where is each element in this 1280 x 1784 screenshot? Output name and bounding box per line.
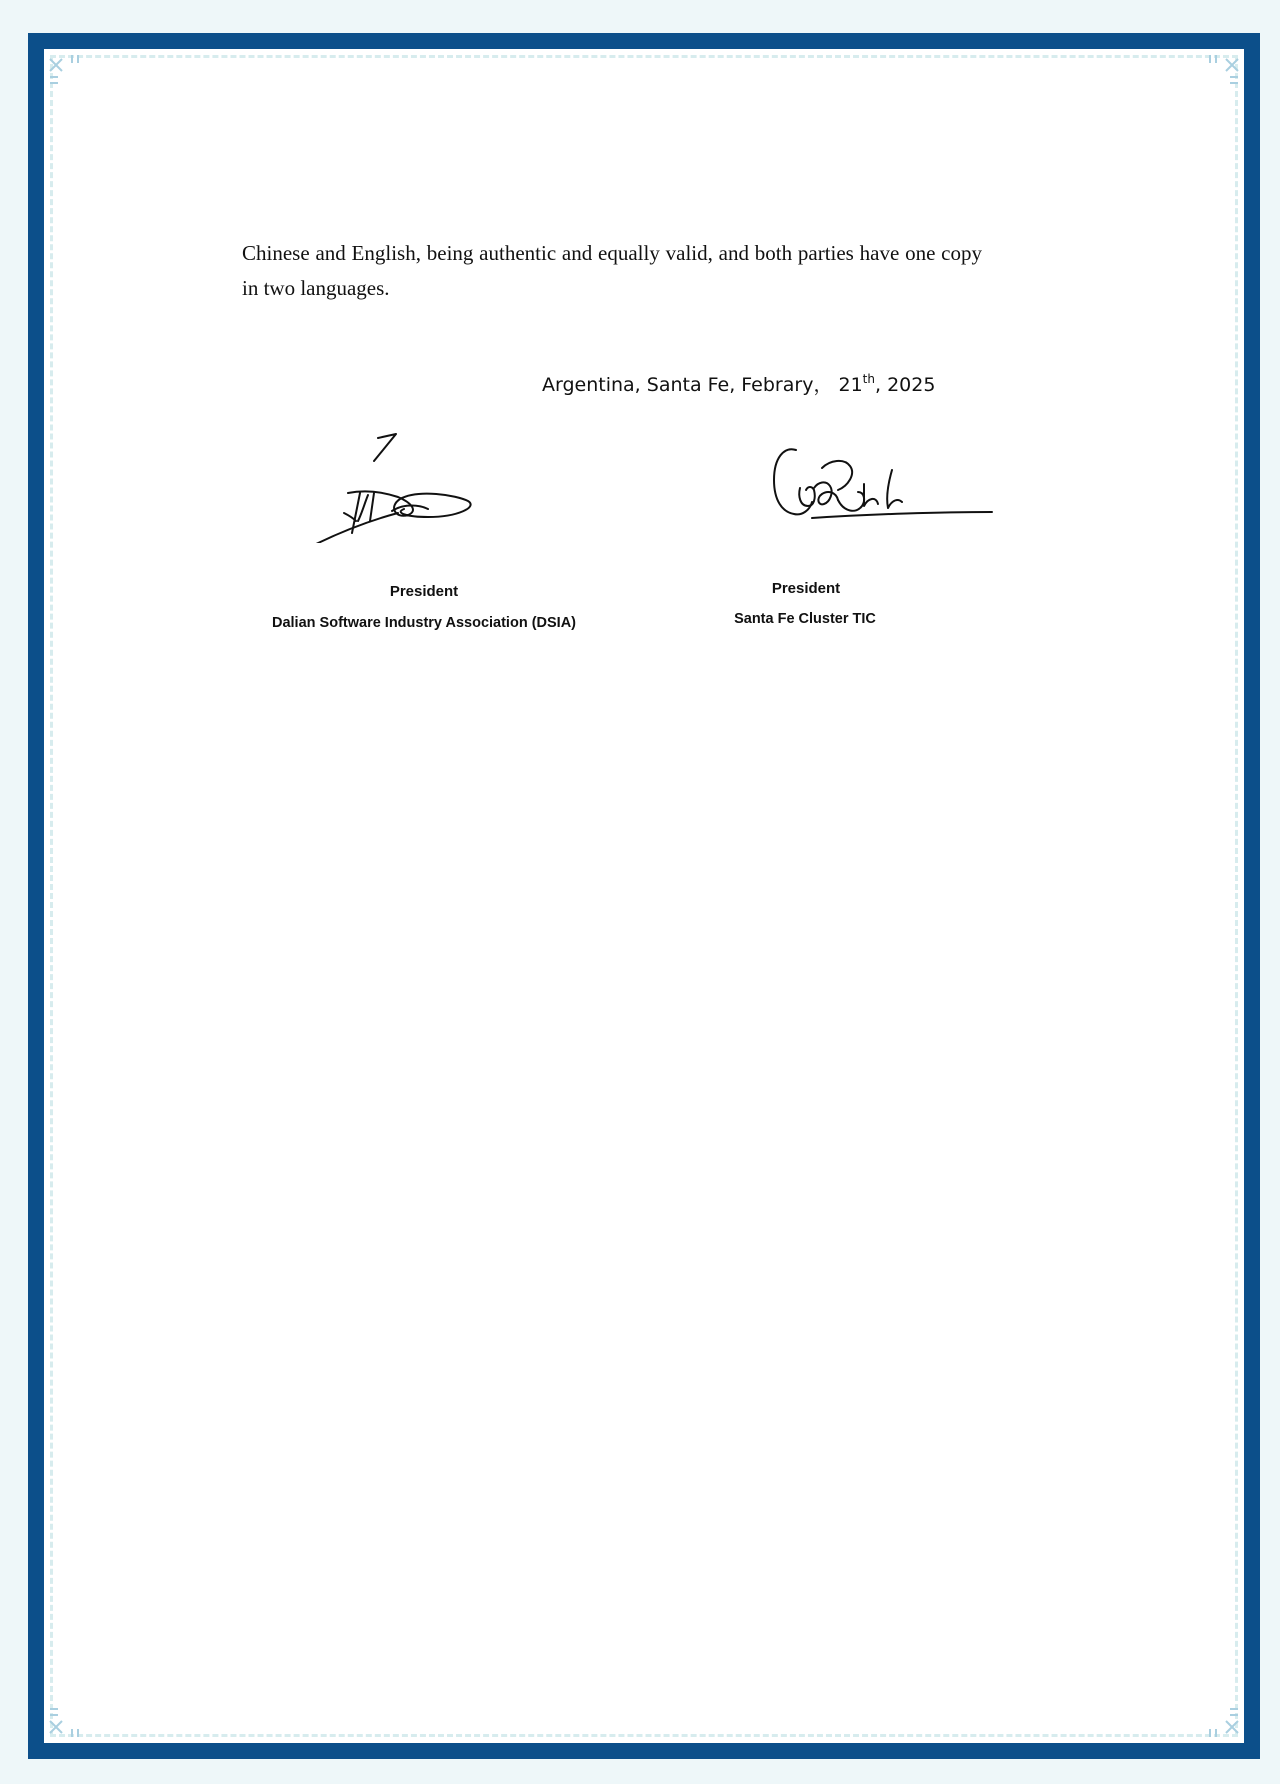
signature-santa-fe-president xyxy=(752,440,1022,570)
date-superscript: th xyxy=(862,372,875,386)
signatory-organization-dsia: Dalian Software Industry Association (DSIA) xyxy=(271,615,577,631)
signatory-organization-santa-fe: Santa Fe Cluster TIC xyxy=(734,611,876,627)
corner-ornament-icon xyxy=(1186,49,1244,107)
corner-ornament-icon xyxy=(44,49,102,107)
decorative-inner-border xyxy=(50,55,1238,1737)
corner-ornament-icon xyxy=(1186,1685,1244,1743)
signature-dsia-president xyxy=(308,433,498,543)
date-place-line xyxy=(542,370,935,397)
closing-paragraph: Chinese and English, being authentic and equally valid, and both parties have one copy in two languages. xyxy=(242,241,982,300)
signatory-title-santa-fe: President xyxy=(771,580,841,597)
date-suffix: , 2025 xyxy=(874,374,936,396)
date-prefix: Argentina, Santa Fe, Febrary， 21 xyxy=(542,374,863,396)
corner-ornament-icon xyxy=(44,1685,102,1743)
signatory-title-dsia: President xyxy=(389,583,459,600)
